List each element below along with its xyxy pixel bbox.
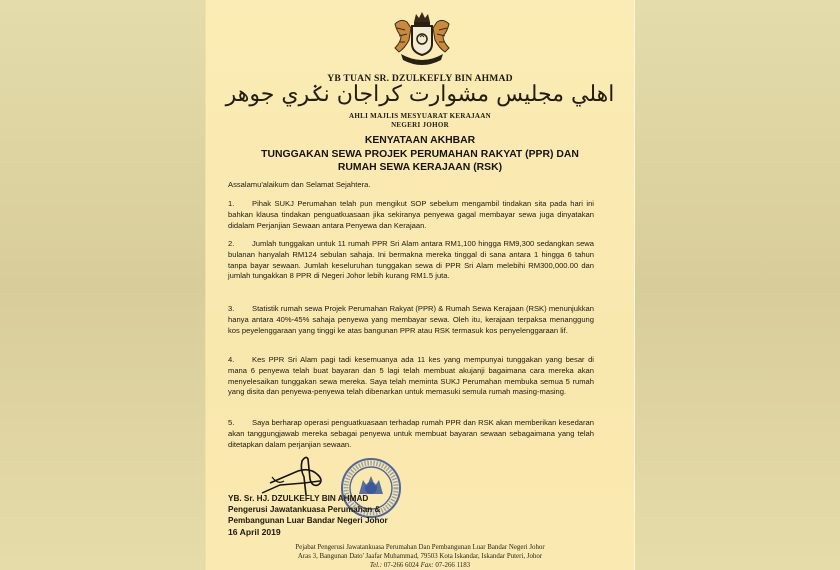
document-date: 16 April 2019: [228, 527, 281, 537]
paragraph-number: 1.: [228, 199, 235, 208]
paragraph-text: Kes PPR Sri Alam pagi tadi kesemuanya ada 11 kes yang mempunyai tunggakan yang besar di mana 6 penyewa telah buat bayaran dan 5 lagi telah membuat akujanji bagaimana cara mereka akan menyelesaikan tunggakan sewa mereka. Saya telah meminta SUKJ Perumahan membuka semua 5 rumah yang disita dan penyewa-penyewa telah dibenarkan untuk memasuki semula rumah masing-masing.: [228, 355, 594, 397]
paragraph-1: [228, 199, 594, 231]
paragraph-number: 4.: [228, 355, 235, 364]
paragraph-number: 3.: [228, 304, 235, 313]
paragraph-number: 5.: [228, 418, 235, 427]
paragraph-text: Statistik rumah sewa Projek Perumahan Rakyat (PPR) & Rumah Sewa Kerajaan (RSK) menunjukkan hanya antara 40%-45% sahaja penyewa yang membayar sewa. Oleh itu, kerajaan terpaksa menanggung kos peyelenggaraan yang tinggi ke atas bangunan PPR atau RSK termasuk kos penyelenggaraan lif.: [228, 304, 594, 335]
jawi-title: اهلي مجليس مشوارت كراجان نݢري جوهر: [225, 82, 615, 107]
paragraph-5: [228, 418, 594, 450]
paragraph-text: Saya berharap operasi penguatkuasaan terhadap rumah PPR dan RSK akan memberikan kesedaran akan tanggungjawab mereka sebagai penyewa untuk membuat bayaran sewaan sebagaimana yang telah ditetapkan dalam perjanjian sewaan.: [228, 418, 594, 449]
johor-state-crest-icon: [387, 10, 457, 68]
minister-role: AHLI MAJLIS MESYUARAT KERAJAAN: [349, 112, 491, 120]
document-title-line2: RUMAH SEWA KERAJAAN (RSK): [337, 162, 503, 173]
signer-title-line1: Pengerusi Jawatankuasa Perumahan &: [228, 505, 381, 514]
signer-title-line2: Pembangunan Luar Bandar Negeri Johor: [228, 516, 388, 525]
tel-number: 07-266 6024: [383, 562, 419, 569]
paragraph-number: 2.: [228, 239, 235, 248]
document-type: KENYATAAN AKHBAR: [364, 135, 476, 146]
footer-contact: [206, 562, 634, 569]
paragraph-text: Pihak SUKJ Perumahan telah pun mengikut SOP sebelum mengambil tindakan sita pada hari ini bahkan klausa tindakan penguatkuasaan jika sekiranya penyewa gagal membayar sewa juga dinyatakan didalam Perjanjian Sewaan antara Penyewa dan Kerajaan.: [228, 199, 594, 230]
paragraph-text: Jumlah tunggakan untuk 11 rumah PPR Sri Alam antara RM1,100 hingga RM9,300 sedangkan sewa bulanan hanyalah RM124 sebulan sahaja. Ini bermakna mereka tinggal di sana antara 1 hingga 6 tahun tanpa bayar sewaan. Jumlah keseluruhan tunggakan sewa di PPR Sri Alam melebihi RM300,000.00 dan jumlah tungakkan 8 PPR di Negeri Johor lebih kurang RM1.5 juta.: [228, 239, 594, 281]
footer-office: Pejabat Pengerusi Jawatankuasa Perumahan Dan Pembangunan Luar Bandar Negeri Johor: [295, 544, 545, 551]
press-release-document: [206, 0, 634, 570]
minister-state: NEGERI JOHOR: [391, 121, 449, 129]
minister-name: YB TUAN SR. DZULKEFLY BIN AHMAD: [327, 73, 513, 84]
tel-label: Tel.:: [369, 562, 383, 569]
footer-address: Aras 3, Bangunan Dato' Jaafar Muhammad, 79503 Kota Iskandar, Iskandar Puteri, Johor: [297, 553, 543, 560]
paragraph-3: [228, 304, 594, 336]
signer-name: YB. Sr. HJ. DZULKEFLY BIN AHMAD: [228, 494, 369, 503]
paragraph-2: [228, 239, 594, 282]
fax-label: Fax:: [420, 562, 434, 569]
paragraph-4: [228, 355, 594, 398]
fax-number: 07-266 1183: [435, 562, 471, 569]
greeting: Assalamu'alaikum dan Selamat Sejahtera.: [228, 180, 371, 189]
document-title-line1: TUNGGAKAN SEWA PROJEK PERUMAHAN RAKYAT (PPR) DAN: [261, 149, 579, 160]
